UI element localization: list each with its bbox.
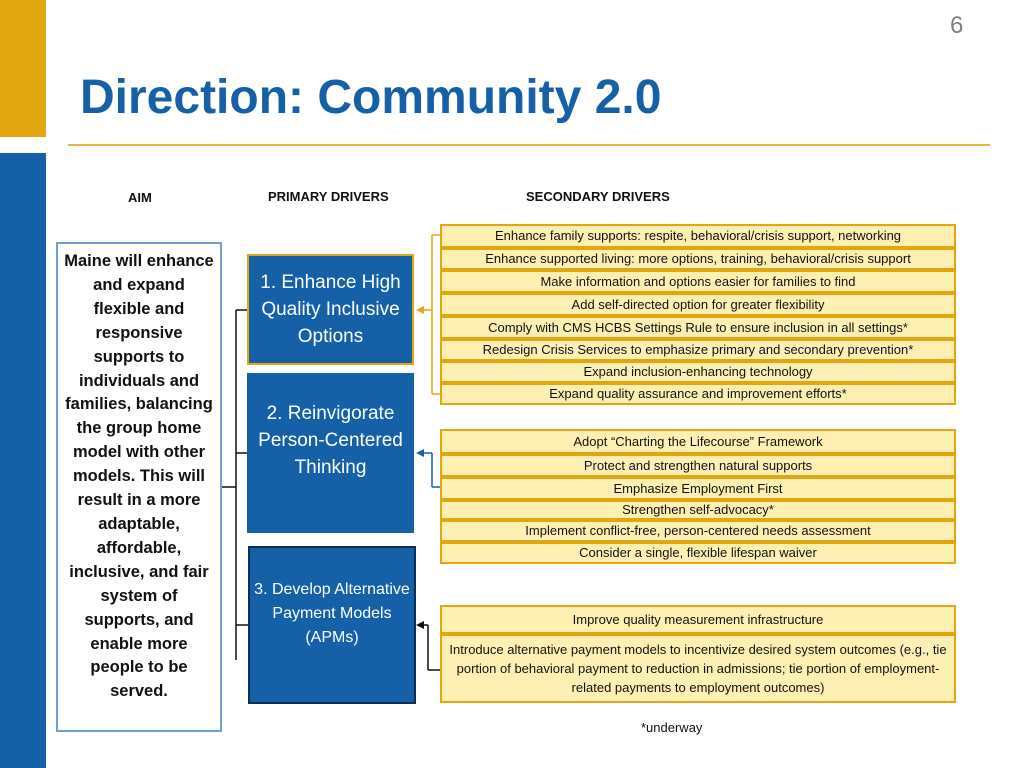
secondary-driver: Comply with CMS HCBS Settings Rule to ensure inclusion in all settings* <box>440 316 956 339</box>
secondary-driver: Expand quality assurance and improvement efforts* <box>440 383 956 405</box>
slide-number: 6 <box>950 12 964 39</box>
secondary-drivers-header: SECONDARY DRIVERS <box>526 189 670 204</box>
aim-header: AIM <box>128 190 152 205</box>
secondary-driver: Make information and options easier for families to find <box>440 270 956 293</box>
secondary-driver: Redesign Crisis Services to emphasize primary and secondary prevention* <box>440 339 956 361</box>
footnote: *underway <box>641 720 703 735</box>
secondary-driver: Adopt “Charting the Lifecourse” Framework <box>440 429 956 454</box>
primary-driver-3: 3. Develop Alternative Payment Models (APMs) <box>248 546 416 704</box>
secondary-driver: Introduce alternative payment models to incentivize desired system outcomes (e.g., tie portion of behavioral payment to reduction in admissions; tie portion of employment-related payments to employment outcomes) <box>440 634 956 703</box>
secondary-driver: Emphasize Employment First <box>440 477 956 500</box>
secondary-driver: Strengthen self-advocacy* <box>440 500 956 520</box>
secondary-driver: Improve quality measurement infrastructure <box>440 605 956 634</box>
secondary-driver: Enhance supported living: more options, training, behavioral/crisis support <box>440 248 956 270</box>
secondary-driver: Protect and strengthen natural supports <box>440 454 956 477</box>
page-title: Direction: Community 2.0 <box>80 71 662 124</box>
secondary-driver: Add self-directed option for greater flexibility <box>440 293 956 316</box>
primary-drivers-header: PRIMARY DRIVERS <box>268 189 389 204</box>
primary-driver-1: 1. Enhance High Quality Inclusive Options <box>247 254 414 365</box>
secondary-driver: Expand inclusion-enhancing technology <box>440 361 956 383</box>
secondary-driver: Enhance family supports: respite, behavioral/crisis support, networking <box>440 224 956 248</box>
aim-box: Maine will enhance and expand flexible and responsive supports to individuals and families, balancing the group home model with other models. This will result in a more adaptable, affordable, inclusive, and fair system of supports, and enable more people to be served. <box>56 242 222 732</box>
secondary-driver: Implement conflict-free, person-centered needs assessment <box>440 520 956 542</box>
primary-driver-2: 2. Reinvigorate Person-Centered Thinking <box>247 373 414 533</box>
secondary-driver: Consider a single, flexible lifespan waiver <box>440 542 956 564</box>
